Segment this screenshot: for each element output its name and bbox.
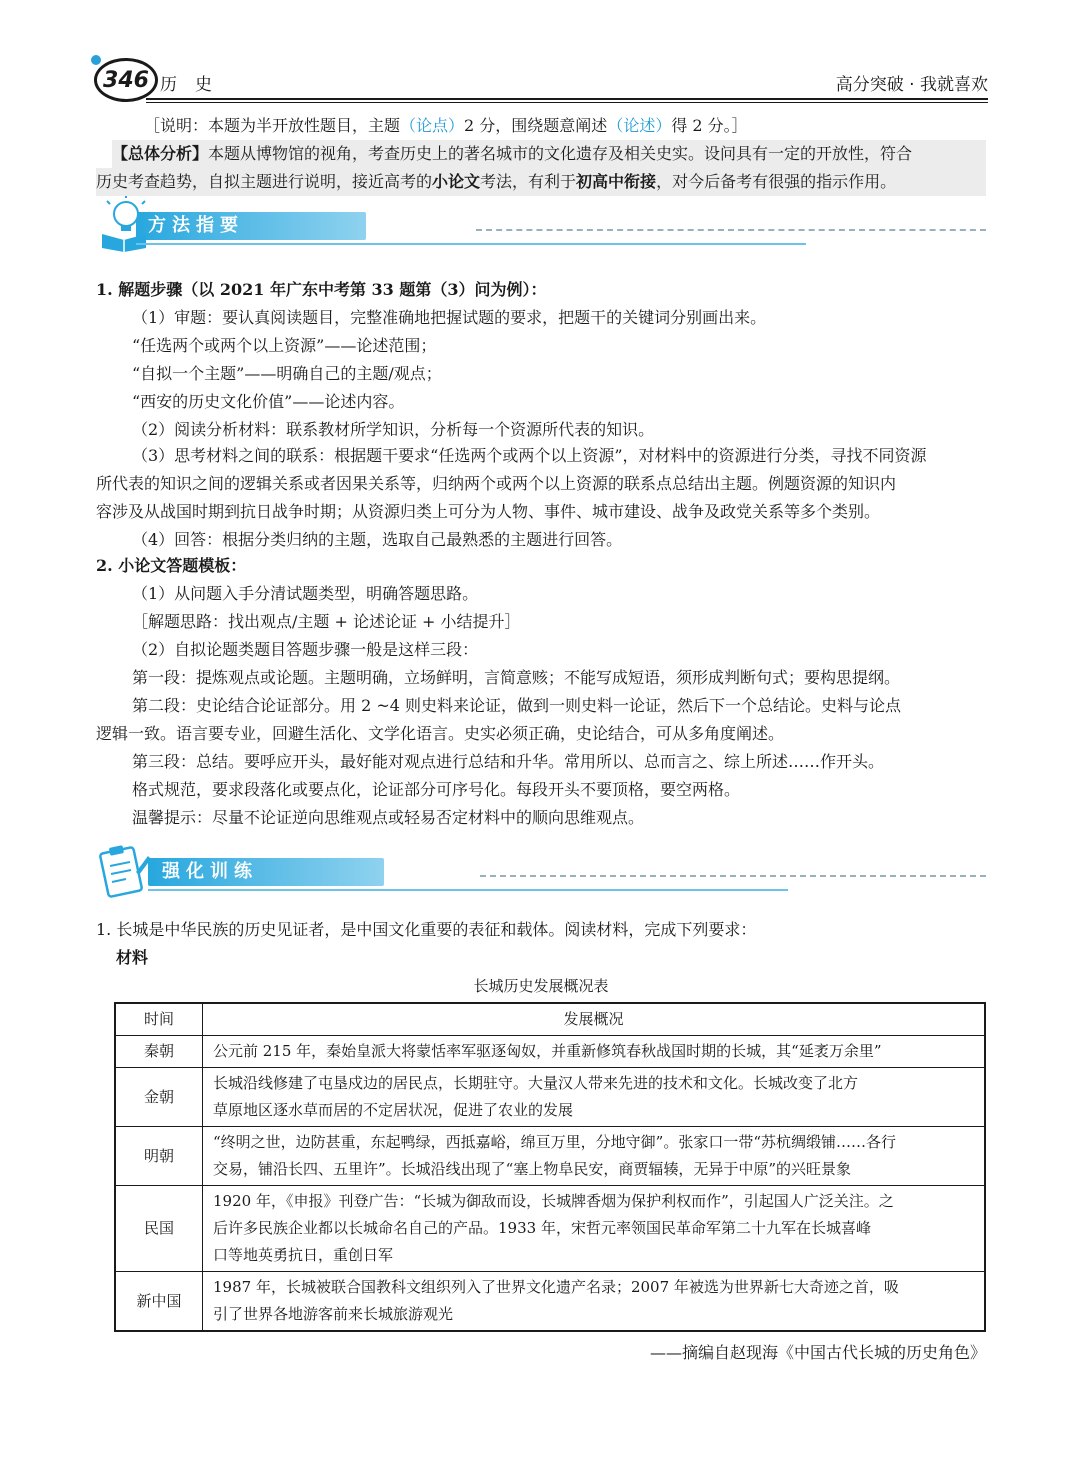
header-divider-thin [146, 102, 988, 103]
section-title-training: 强化训练 [162, 861, 258, 882]
desc-cell: 长城沿线修建了屯垦戍边的居民点，长期驻守。大量汉人带来先进的技术和文化。长城改变了北方 草原地区逐水草而居的不定居状况，促进了农业的发展 [203, 1068, 986, 1127]
page-header [88, 58, 988, 98]
column-header-desc: 发展概况 [203, 1003, 986, 1036]
badge-dot-icon [91, 55, 101, 65]
method-line: （1）审题：要认真阅读题目，完整准确地把握试题的要求，把题干的关键词分别画出来。 [132, 308, 767, 327]
banner-underline [136, 243, 806, 245]
table-row [115, 1127, 985, 1186]
desc-cell: “终明之世，边防甚重，东起鸭绿，西抵嘉峪，绵亘万里，分地守御”。张家口一带“苏杭绸缎铺……各行 交易，铺沿长四、五里许”。长城沿线出现了“塞上物阜民安，商贾辐辏，无异于中原”的兴旺景象 [203, 1127, 986, 1186]
material-label: 材料 [116, 948, 149, 967]
method-line: （3）思考材料之间的联系：根据题干要求“任选两个或两个以上资源”，对材料中的资源进行分类，寻找不同资源 [132, 446, 927, 465]
column-header-time: 时间 [115, 1003, 203, 1036]
method-line: （2）阅读分析材料：联系教材所学知识，分析每一个资源所代表的知识。 [132, 420, 655, 439]
template-line: （2）自拟论题类题目答题步骤一般是这样三段： [132, 640, 479, 659]
page-number: 346 [103, 67, 149, 93]
desc-cell: 公元前 215 年，秦始皇派大将蒙恬率军驱逐匈奴，并重新修筑春秋战国时期的长城，其“延袤万余里” [203, 1036, 986, 1068]
table-row [115, 1036, 985, 1068]
analysis-line-1: 【总体分析】本题从博物馆的视角，考查历史上的著名城市的文化遗存及相关史实。设问具有一定的开放性，符合 [112, 140, 986, 168]
section-banner-training [96, 842, 986, 902]
desc-cell: 1920 年，《申报》刊登广告：“长城为御敌而设，长城牌香烟为保护利权而作”，引起国人广泛关注。之 后许多民族企业都以长城命名自己的产品。1933 年，宋哲元率领国民革命军第二十九军在长城喜峰 口等地英勇抗日，重创日军 [203, 1186, 986, 1272]
table-row [115, 1272, 985, 1332]
method-line: （4）回答：根据分类归纳的主题，选取自己最熟悉的主题进行回答。 [132, 530, 623, 549]
template-line: 第一段：提炼观点或论题。主题明确，立场鲜明，言简意赅；不能写成短语，须形成判断句式；要构思提纲。 [132, 668, 901, 687]
table-title: 长城历史发展概况表 [473, 977, 609, 995]
clipboard-pen-icon [96, 842, 152, 898]
table-row [115, 1068, 985, 1127]
table-header-row [115, 1003, 985, 1036]
section-banner-method [96, 196, 986, 256]
template-line: 第三段：总结。要呼应开头，最好能对观点进行总结和升华。常用所以、总而言之、综上所述……作开头。 [132, 752, 885, 771]
analysis-label: 【总体分析】 [112, 144, 209, 163]
template-line: 温馨提示：尽量不论证逆向思维观点或轻易否定材料中的顺向思维观点。 [132, 808, 645, 827]
template-line: 第二段：史论结合论证部分。用 2 ~4 则史料来论证，做到一则史料一论证，然后下一个总结论。史料与论点 [132, 696, 902, 715]
source-citation: ——摘编自赵现海《中国古代长城的历史角色》 [649, 1343, 986, 1362]
series-slogan: 高分突破 · 我就喜欢 [835, 75, 988, 95]
table-row [115, 1186, 985, 1272]
method-line: “自拟一个主题”——明确自己的主题/观点； [132, 364, 442, 383]
analysis-line-2: 历史考查趋势，自拟主题进行说明，接近高考的小论文考法，有利于初高中衔接，对今后备考有很强的指示作用。 [96, 168, 986, 196]
header-divider [146, 98, 988, 100]
question-1: 1. 长城是中华民族的历史见证者，是中国文化重要的表征和载体。阅读材料，完成下列要求： [96, 920, 757, 939]
section-title-method: 方法指要 [148, 215, 244, 236]
method-line: 所代表的知识之间的逻辑关系或者因果关系等，归纳两个或两个以上资源的联系点总结出主题。例题资源的知识内 [96, 474, 897, 493]
era-cell: 新中国 [115, 1272, 203, 1332]
banner-dashed-line [476, 229, 986, 231]
banner-underline [148, 889, 788, 891]
score-note: ［说明：本题为半开放性题目，主题（论点）2 分，围绕题意阐述（论述）得 2 分。］ [144, 116, 748, 135]
method-heading-2: 2. 小论文答题模板： [96, 556, 247, 575]
method-line: “任选两个或两个以上资源”——论述范围； [132, 336, 437, 355]
method-line: “西安的历史文化价值”——论述内容。 [132, 392, 405, 411]
method-heading-1: 1. 解题步骤（以 2021 年广东中考第 33 题第（3）问为例）： [96, 280, 547, 299]
banner-dashed-line [480, 875, 986, 877]
template-line: 格式规范，要求段落化或要点化，论证部分可序号化。每段开头不要顶格，要空两格。 [132, 780, 741, 799]
desc-cell: 1987 年，长城被联合国教科文组织列入了世界文化遗产名录；2007 年被选为世界新七大奇迹之首，吸 引了世界各地游客前来长城旅游观光 [203, 1272, 986, 1332]
great-wall-table [114, 1002, 986, 1332]
era-cell: 金朝 [115, 1068, 203, 1127]
method-line: 容涉及从战国时期到抗日战争时期；从资源归类上可分为人物、事件、城市建设、战争及政党关系等多个类别。 [96, 502, 881, 521]
era-cell: 明朝 [115, 1127, 203, 1186]
era-cell: 民国 [115, 1186, 203, 1272]
page-number-badge [94, 58, 158, 102]
template-line: 逻辑一致。语言要专业，回避生活化、文学化语言。史实必须正确，史论结合，可从多角度阐述。 [96, 724, 785, 743]
template-line: （1）从问题入手分清试题类型，明确答题思路。 [132, 584, 479, 603]
template-line: ［解题思路：找出观点/主题 + 论述论证 + 小结提升］ [132, 612, 521, 631]
era-cell: 秦朝 [115, 1036, 203, 1068]
subject-title: 历史 [160, 75, 230, 95]
